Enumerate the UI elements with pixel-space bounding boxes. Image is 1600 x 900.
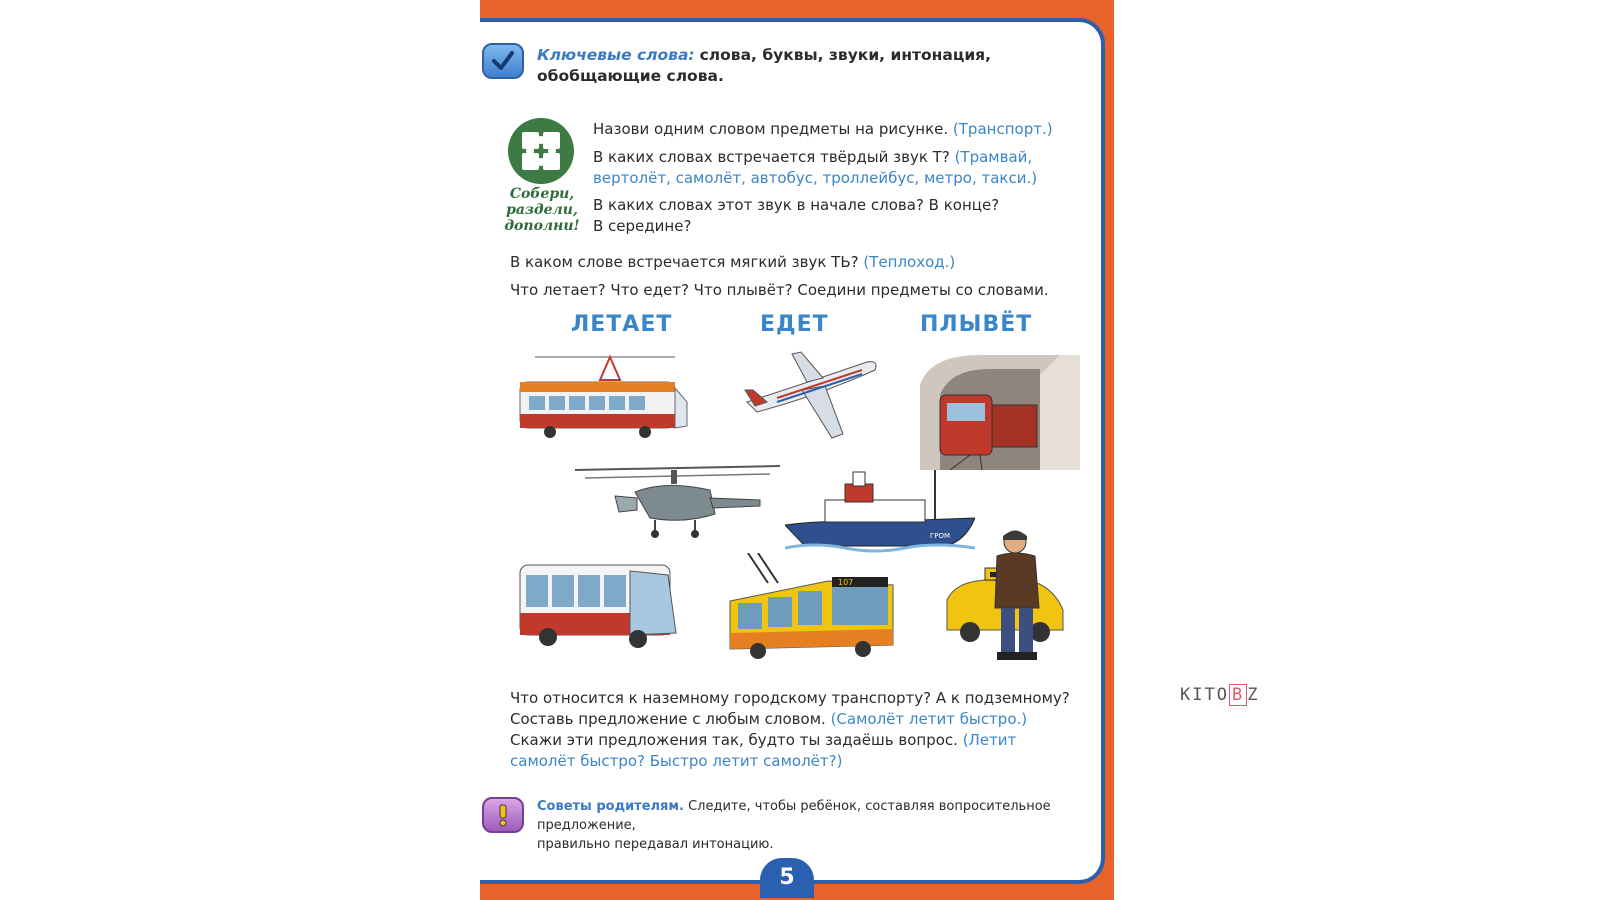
advice-title: Советы родителям. (537, 799, 684, 814)
watermark-logo (1180, 685, 1259, 705)
answer-text: (Теплоход.) (863, 253, 956, 271)
question-4 (510, 252, 1070, 273)
puzzle-caption (502, 186, 582, 234)
caption-line: раздели, (506, 202, 578, 218)
question-text: В каких словах этот звук в начале слова? В конце? (593, 196, 1000, 214)
question-1 (593, 119, 1063, 140)
keywords-block (537, 45, 1007, 87)
column-header-drives: ЕДЕТ (760, 312, 829, 337)
watermark-text: B (1229, 684, 1247, 706)
trolleybus-route: 107 (838, 578, 854, 587)
exclamation-icon (482, 797, 524, 833)
question-text: В середине? (593, 217, 692, 235)
ship-name: ГРОМ (930, 532, 951, 540)
keywords-title: Ключевые слова: (537, 46, 695, 64)
question-5 (510, 280, 1080, 301)
metro-illustration (920, 355, 1080, 470)
watermark-text: KITO (1180, 685, 1229, 705)
airplane-illustration (737, 350, 882, 450)
column-header-flies: ЛЕТАЕТ (571, 312, 673, 337)
parent-advice (537, 797, 1082, 854)
answer-text: (Летит (962, 731, 1017, 749)
advice-line: Следите, чтобы ребёнок, составляя вопросительное предложение, (537, 799, 1051, 833)
question-7 (510, 709, 1085, 730)
question-text: Скажи эти предложения так, будто ты задаёшь вопрос. (510, 731, 958, 749)
question-text: Назови одним словом предметы на рисунке. (593, 120, 949, 138)
question-3 (593, 195, 1063, 237)
tram-illustration (515, 352, 695, 444)
page-number: 5 (760, 858, 814, 898)
bus-illustration (518, 563, 683, 651)
question-6 (510, 688, 1085, 709)
answer-text: (Самолёт летит быстро.) (830, 710, 1028, 728)
question-text: Составь предложение с любым словом. (510, 710, 826, 728)
watermark-text: Z (1247, 685, 1260, 705)
question-text: Что летает? Что едет? Что плывёт? Соедини предметы со словами. (510, 281, 1049, 299)
keywords-line1: слова, буквы, звуки, интонация, (699, 46, 992, 64)
helicopter-illustration (575, 462, 780, 544)
checkmark-icon (482, 43, 524, 79)
answer-text: вертолёт, самолёт, автобус, троллейбус, метро, такси.) (593, 169, 1038, 187)
answer-text: самолёт быстро? Быстро летит самолёт?) (510, 752, 843, 770)
keywords-line2: обобщающие слова. (537, 67, 724, 85)
puzzle-icon (508, 118, 574, 184)
column-header-floats: ПЛЫВЁТ (920, 312, 1033, 337)
question-text: Что относится к наземному городскому транспорту? А к подземному? (510, 689, 1070, 707)
question-text: В каком слове встречается мягкий звук ТЬ? (510, 253, 859, 271)
trolleybus-illustration (728, 553, 898, 661)
question-text: В каких словах встречается твёрдый звук Т? (593, 148, 950, 166)
question-8 (510, 730, 1085, 772)
taxi-illustration (945, 530, 1070, 662)
caption-line: Собери, (509, 186, 575, 202)
caption-line: дополни! (504, 218, 580, 234)
advice-line: правильно передавал интонацию. (537, 837, 774, 852)
answer-text: (Трамвай, (954, 148, 1033, 166)
question-2 (593, 147, 1063, 189)
answer-text: (Транспорт.) (952, 120, 1053, 138)
